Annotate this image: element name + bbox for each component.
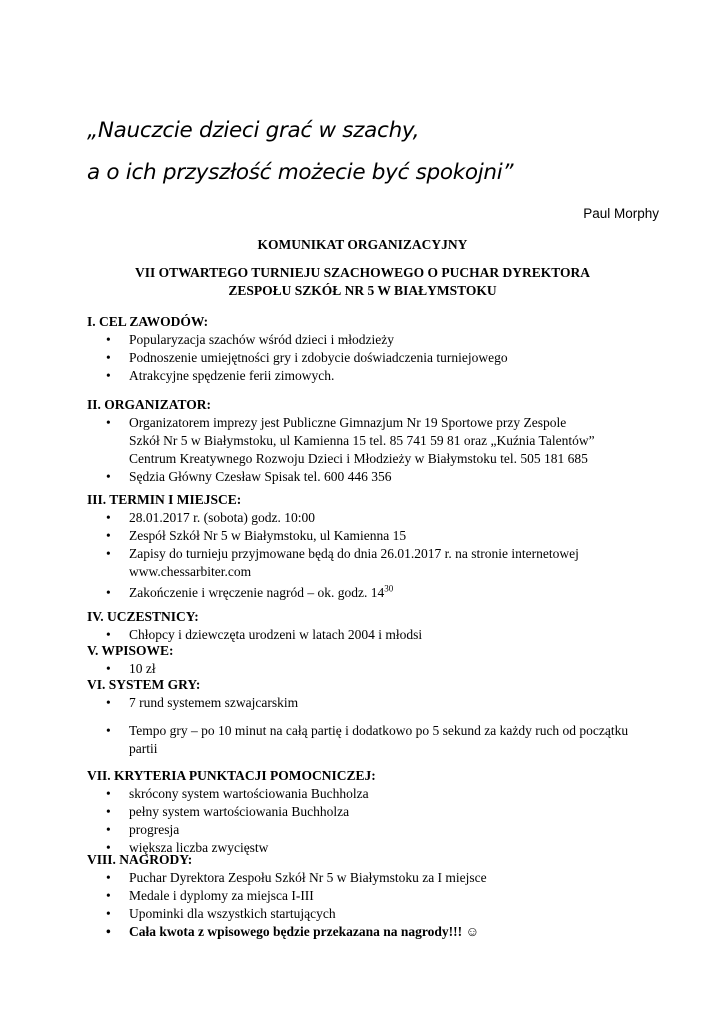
bullet-list	[87, 509, 667, 602]
smiley-icon: ☺	[465, 924, 480, 939]
section-kryteria	[87, 767, 667, 857]
bullet-list	[87, 694, 667, 758]
list-item: • Atrakcyjne spędzenie ferii zimowych.	[87, 367, 667, 385]
list-item: • Podnoszenie umiejętności gry i zdobycie doświadczenia turniejowego	[87, 349, 667, 367]
list-item: • progresja	[87, 821, 667, 839]
list-item: • Chłopcy i dziewczęta urodzeni w latach 2004 i młodsi	[87, 626, 667, 644]
section-wpisowe	[87, 642, 667, 678]
document-subtitle-line-1: VII OTWARTEGO TURNIEJU SZACHOWEGO O PUCHAR DYREKTORA	[134, 265, 591, 280]
list-item-text: Cała kwota z wpisowego będzie przekazana na nagrody!!!	[129, 924, 463, 939]
bullet-list	[87, 785, 667, 857]
section-heading: VIII. NAGRODY:	[87, 852, 193, 867]
list-item: • pełny system wartościowania Buchholza	[87, 803, 667, 821]
list-item: • skrócony system wartościowania Buchholza	[87, 785, 667, 803]
list-item: • Puchar Dyrektora Zespołu Szkół Nr 5 w Białymstoku za I miejsce	[87, 869, 667, 887]
document-title: KOMUNIKAT ORGANIZACYJNY	[257, 237, 468, 252]
time-superscript: 30	[384, 583, 394, 594]
list-item: • Tempo gry – po 10 minut na całą partię i dodatkowo po 5 sekund za każdy ruch od początku partii	[87, 722, 667, 758]
section-heading: I. CEL ZAWODÓW:	[87, 314, 209, 329]
section-heading: VI. SYSTEM GRY:	[87, 677, 201, 692]
quote-line-1: „Nauczcie dzieci grać w szachy,	[87, 118, 420, 143]
list-item: • 7 rund systemem szwajcarskim	[87, 694, 667, 712]
section-cel	[87, 313, 667, 385]
bullet-list	[87, 414, 667, 486]
section-termin	[87, 491, 667, 602]
bullet-list	[87, 331, 667, 385]
list-item: • 10 zł	[87, 660, 667, 678]
quote-author: Paul Morphy	[583, 206, 659, 221]
list-item: • Sędzia Główny Czesław Spisak tel. 600 446 356	[87, 468, 667, 486]
section-uczestnicy	[87, 608, 667, 644]
list-item: • Zespół Szkół Nr 5 w Białymstoku, ul Kamienna 15	[87, 527, 667, 545]
list-item	[87, 923, 667, 941]
section-organizator	[87, 396, 667, 486]
list-item: • większa liczba zwycięstw	[87, 839, 667, 857]
section-heading: V. WPISOWE:	[87, 643, 174, 658]
list-item-text: Zakończenie i wręczenie nagród – ok. godz. 14	[129, 585, 385, 600]
section-heading: III. TERMIN I MIEJSCE:	[87, 492, 242, 507]
section-system	[87, 676, 667, 758]
list-item: • Organizatorem imprezy jest Publiczne Gimnazjum Nr 19 Sportowe przy Zespole Szkół Nr 5 w Białymstoku, ul Kamienna 15 tel. 85 741 59 81 oraz „Kuźnia Talentów” Centrum Kreatywnego Rozwoju Dzieci i Młodzieży w Białymstoku tel. 505 181 685	[87, 414, 667, 468]
list-item: • Medale i dyplomy za miejsca I-III	[87, 887, 667, 905]
list-item: • 28.01.2017 r. (sobota) godz. 10:00	[87, 509, 667, 527]
quote-line-2: a o ich przyszłość możecie być spokojni”	[87, 160, 514, 185]
section-heading: II. ORGANIZATOR:	[87, 397, 212, 412]
bullet-list	[87, 869, 667, 941]
section-nagrody	[87, 851, 667, 941]
list-item: • Zapisy do turnieju przyjmowane będą do dnia 26.01.2017 r. na stronie internetowej www.chessarbiter.com	[87, 545, 667, 581]
section-heading: VII. KRYTERIA PUNKTACJI POMOCNICZEJ:	[87, 768, 376, 783]
list-item: • Popularyzacja szachów wśród dzieci i młodzieży	[87, 331, 667, 349]
list-item	[87, 584, 667, 602]
document-subtitle-line-2: ZESPOŁU SZKÓŁ NR 5 W BIAŁYMSTOKU	[228, 283, 497, 298]
list-item: • Upominki dla wszystkich startujących	[87, 905, 667, 923]
section-heading: IV. UCZESTNICY:	[87, 609, 199, 624]
